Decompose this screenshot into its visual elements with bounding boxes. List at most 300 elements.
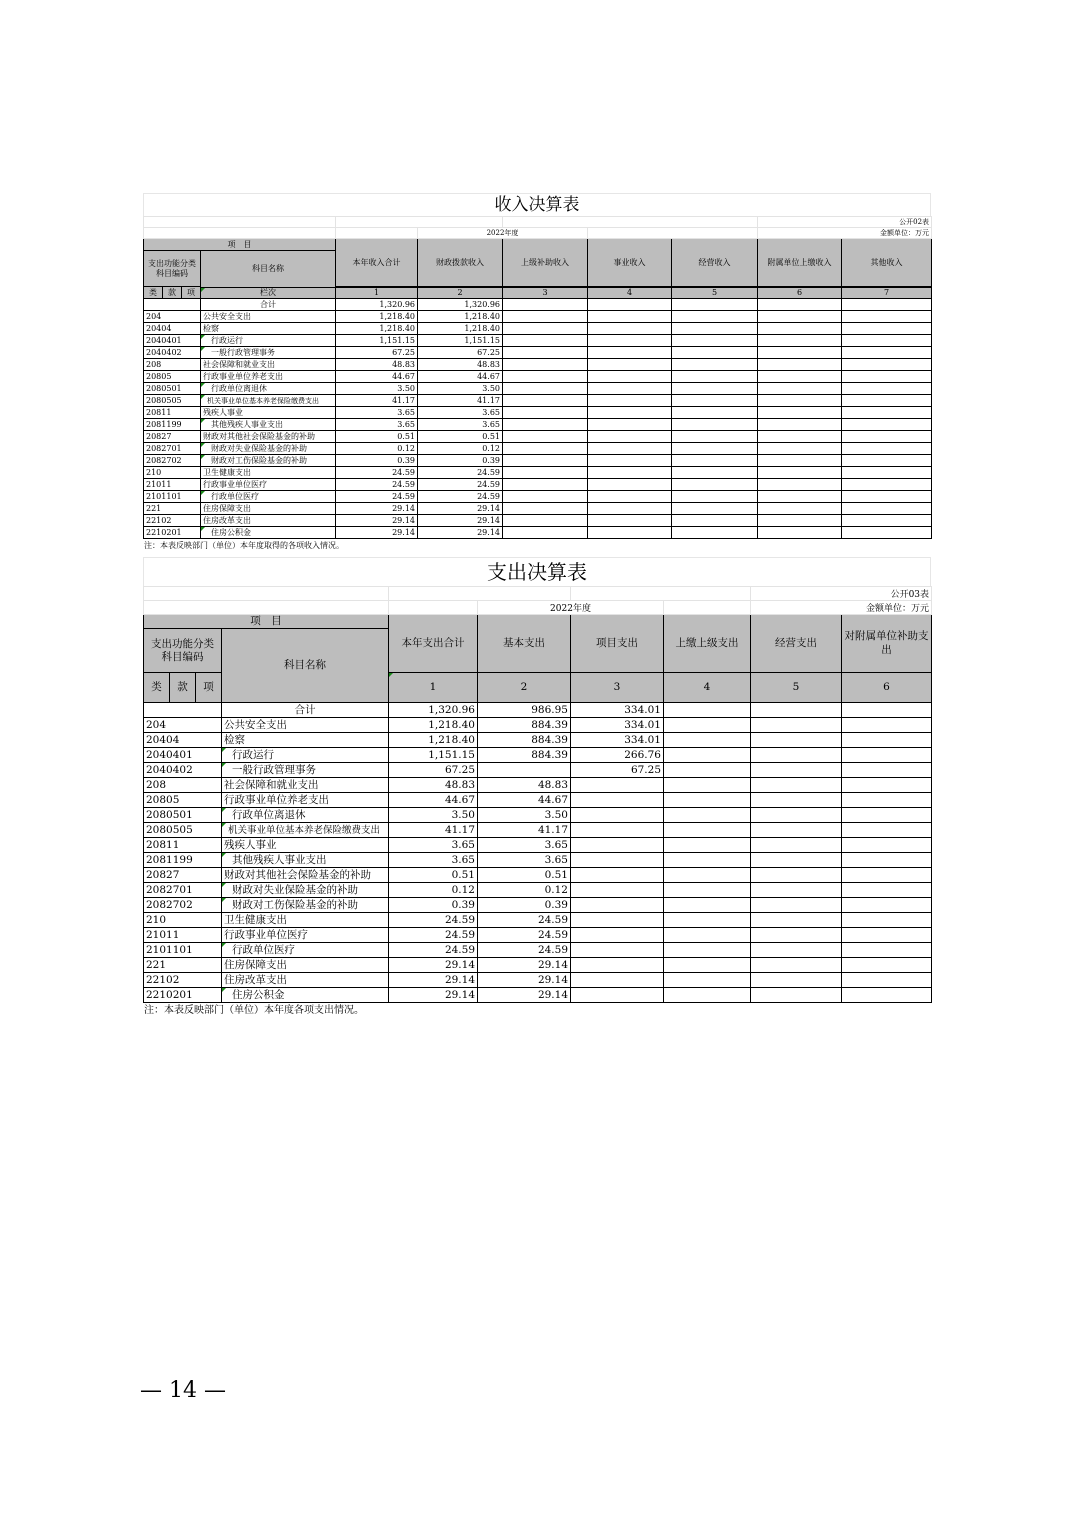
- expense-row-name: 公共安全支出: [222, 718, 389, 733]
- expense-col-number: 5: [751, 673, 842, 703]
- income-header-project: 项 目: [144, 239, 336, 251]
- income-row-code: 2040402: [144, 347, 201, 359]
- expense-total-label: 合计: [222, 703, 389, 718]
- income-row-value: 29.14: [336, 527, 418, 539]
- expense-row-value: [571, 838, 664, 853]
- income-row-value: [672, 371, 758, 383]
- expense-header-project: 项 目: [144, 615, 389, 629]
- income-row-value: [758, 359, 842, 371]
- income-header-lei: 类: [144, 287, 163, 299]
- income-form-number: 公开02表: [758, 217, 932, 228]
- income-row-value: 0.51: [336, 431, 418, 443]
- expense-row-value: [751, 883, 842, 898]
- income-table-row: [144, 503, 932, 515]
- expense-table-row: [144, 778, 932, 793]
- income-col-number: 3: [503, 288, 588, 299]
- income-row-value: [672, 359, 758, 371]
- income-row-value: [503, 527, 588, 539]
- expense-row-code: 2101101: [144, 943, 222, 958]
- income-row-value: 0.12: [336, 443, 418, 455]
- income-table-row: [144, 311, 932, 323]
- expense-row-value: 0.12: [478, 883, 571, 898]
- income-row-value: [842, 347, 932, 359]
- income-row-code: 2081199: [144, 419, 201, 431]
- expense-row-value: [842, 958, 932, 973]
- income-col-header: 财政拨款收入: [418, 239, 503, 287]
- expense-row-value: [664, 868, 751, 883]
- expense-row-name: 残疾人事业: [222, 838, 389, 853]
- income-row-value: [672, 443, 758, 455]
- income-row-value: [758, 395, 842, 407]
- income-header-kuan: 款: [163, 287, 182, 299]
- income-col-number: 5: [672, 288, 758, 299]
- expense-row-value: [571, 883, 664, 898]
- income-row-value: [842, 455, 932, 467]
- expense-table-row: [144, 718, 932, 733]
- expense-row-value: [751, 868, 842, 883]
- income-col-header: 本年收入合计: [336, 239, 418, 287]
- expense-row-value: [751, 778, 842, 793]
- expense-row-name: 其他残疾人事业支出: [222, 853, 389, 868]
- income-row-value: [503, 431, 588, 443]
- income-row-value: [672, 383, 758, 395]
- income-total-value: [758, 299, 842, 311]
- expense-row-code: 221: [144, 958, 222, 973]
- expense-row-value: 24.59: [478, 913, 571, 928]
- income-total-row: [144, 299, 932, 311]
- income-row-value: 1,218.40: [336, 323, 418, 335]
- expense-col-number: 3: [571, 673, 664, 703]
- expense-table-row: [144, 973, 932, 988]
- income-row-name: 公共安全支出: [201, 311, 336, 323]
- expense-row-value: [571, 823, 664, 838]
- expense-row-code: 210: [144, 913, 222, 928]
- income-row-value: [758, 455, 842, 467]
- income-row-value: 48.83: [336, 359, 418, 371]
- income-row-value: 44.67: [418, 371, 503, 383]
- expense-row-value: [842, 898, 932, 913]
- income-row-name: 卫生健康支出: [201, 467, 336, 479]
- expense-row-code: 2082701: [144, 883, 222, 898]
- expense-row-value: [664, 763, 751, 778]
- income-row-name: 行政单位医疗: [201, 491, 336, 503]
- expense-row-value: 0.51: [389, 868, 478, 883]
- expense-row-value: 0.51: [478, 868, 571, 883]
- income-row-name: 其他残疾人事业支出: [201, 419, 336, 431]
- expense-row-name: 行政事业单位养老支出: [222, 793, 389, 808]
- income-row-value: 0.51: [418, 431, 503, 443]
- income-row-code: 204: [144, 311, 201, 323]
- expense-row-code: 2040402: [144, 763, 222, 778]
- income-row-value: 24.59: [336, 491, 418, 503]
- expense-table-row: [144, 913, 932, 928]
- income-row-value: 0.39: [418, 455, 503, 467]
- income-row-value: [672, 407, 758, 419]
- income-row-value: 29.14: [418, 527, 503, 539]
- income-row-value: 44.67: [336, 371, 418, 383]
- income-row-value: [588, 479, 672, 491]
- income-row-value: [672, 431, 758, 443]
- income-row-value: [588, 527, 672, 539]
- expense-row-value: 29.14: [389, 988, 478, 1003]
- expense-row-value: 24.59: [478, 928, 571, 943]
- page-number: — 14 —: [140, 1378, 226, 1403]
- expense-col-number: 4: [664, 673, 751, 703]
- expense-header-name: 科目名称: [222, 629, 389, 703]
- expense-row-name: 行政单位离退休: [222, 808, 389, 823]
- income-row-value: [672, 323, 758, 335]
- income-row-value: 29.14: [336, 503, 418, 515]
- income-table-row: [144, 431, 932, 443]
- expense-row-value: [842, 838, 932, 853]
- expense-form-number: 公开03表: [751, 587, 932, 601]
- expense-row-value: 44.67: [478, 793, 571, 808]
- income-row-value: [758, 407, 842, 419]
- expense-row-value: [478, 763, 571, 778]
- income-row-value: [672, 335, 758, 347]
- income-table-row: [144, 347, 932, 359]
- income-row-value: [503, 395, 588, 407]
- expense-total-value: [664, 703, 751, 718]
- expense-row-value: 0.39: [389, 898, 478, 913]
- expense-row-value: [842, 763, 932, 778]
- income-row-value: [758, 527, 842, 539]
- income-row-code: 221: [144, 503, 201, 515]
- expense-row-value: 29.14: [478, 988, 571, 1003]
- income-row-value: [672, 455, 758, 467]
- expense-row-name: 一般行政管理事务: [222, 763, 389, 778]
- income-row-value: [672, 527, 758, 539]
- expense-row-value: [664, 748, 751, 763]
- income-row-name: 财政对失业保险基金的补助: [201, 443, 336, 455]
- income-table-row: [144, 359, 932, 371]
- expense-row-name: 行政运行: [222, 748, 389, 763]
- income-row-code: 20404: [144, 323, 201, 335]
- expense-table-row: [144, 943, 932, 958]
- expense-row-value: [751, 718, 842, 733]
- expense-row-value: [571, 913, 664, 928]
- expense-row-value: [664, 898, 751, 913]
- income-row-value: [842, 443, 932, 455]
- income-col-number: 6: [758, 288, 842, 299]
- income-table-row: [144, 527, 932, 539]
- income-row-name: 行政事业单位养老支出: [201, 371, 336, 383]
- income-row-name: 检察: [201, 323, 336, 335]
- income-row-value: [842, 359, 932, 371]
- expense-row-code: 204: [144, 718, 222, 733]
- income-row-value: [503, 491, 588, 503]
- expense-col-number: 2: [478, 673, 571, 703]
- expense-row-value: 1,218.40: [389, 718, 478, 733]
- expense-statement-sheet: [143, 557, 931, 1018]
- expense-row-value: [571, 958, 664, 973]
- expense-row-value: 884.39: [478, 748, 571, 763]
- income-row-value: [842, 323, 932, 335]
- income-row-code: 210: [144, 467, 201, 479]
- expense-row-code: 22102: [144, 973, 222, 988]
- expense-row-value: [664, 958, 751, 973]
- income-table-row: [144, 455, 932, 467]
- income-row-value: [672, 347, 758, 359]
- income-row-value: [758, 347, 842, 359]
- income-row-value: 24.59: [336, 479, 418, 491]
- expense-row-value: 48.83: [389, 778, 478, 793]
- expense-row-value: [664, 718, 751, 733]
- expense-row-value: [751, 898, 842, 913]
- expense-row-value: [842, 748, 932, 763]
- income-row-value: [758, 503, 842, 515]
- income-row-code: 2080501: [144, 383, 201, 395]
- income-row-value: [758, 371, 842, 383]
- income-table-row: [144, 323, 932, 335]
- expense-row-name: 行政事业单位医疗: [222, 928, 389, 943]
- income-header-code: 支出功能分类科目编码: [144, 251, 201, 287]
- income-row-value: [503, 383, 588, 395]
- income-row-name: 住房公积金: [201, 527, 336, 539]
- expense-row-code: 208: [144, 778, 222, 793]
- income-row-value: 24.59: [418, 491, 503, 503]
- expense-row-value: [664, 883, 751, 898]
- expense-row-value: 1,218.40: [389, 733, 478, 748]
- expense-row-value: [842, 778, 932, 793]
- expense-row-value: [571, 928, 664, 943]
- income-row-name: 财政对工伤保险基金的补助: [201, 455, 336, 467]
- income-row-value: 24.59: [418, 479, 503, 491]
- income-row-value: [842, 395, 932, 407]
- income-row-value: 67.25: [336, 347, 418, 359]
- income-row-code: 20827: [144, 431, 201, 443]
- income-row-value: [588, 515, 672, 527]
- expense-row-value: [842, 793, 932, 808]
- income-row-value: [842, 527, 932, 539]
- income-row-value: [588, 491, 672, 503]
- income-total-value: [503, 299, 588, 311]
- expense-row-value: 334.01: [571, 733, 664, 748]
- expense-row-value: 29.14: [478, 973, 571, 988]
- income-row-value: [588, 323, 672, 335]
- income-header-lanci: 栏次: [201, 288, 336, 299]
- income-row-value: [842, 503, 932, 515]
- expense-row-value: 3.65: [478, 838, 571, 853]
- income-row-value: 3.50: [418, 383, 503, 395]
- income-row-value: 1,151.15: [418, 335, 503, 347]
- income-table-row: [144, 419, 932, 431]
- expense-row-code: 2080501: [144, 808, 222, 823]
- expense-row-code: 2040401: [144, 748, 222, 763]
- expense-row-value: [664, 778, 751, 793]
- income-row-value: [842, 491, 932, 503]
- expense-row-name: 住房公积金: [222, 988, 389, 1003]
- income-row-value: [672, 491, 758, 503]
- expense-row-value: 3.50: [389, 808, 478, 823]
- income-row-name: 住房改革支出: [201, 515, 336, 527]
- expense-total-value: 1,320.96: [389, 703, 478, 718]
- income-table-row: [144, 371, 932, 383]
- income-row-value: 48.83: [418, 359, 503, 371]
- expense-row-code: 2210201: [144, 988, 222, 1003]
- income-col-header: 事业收入: [588, 239, 672, 287]
- income-row-value: [842, 419, 932, 431]
- expense-table-row: [144, 883, 932, 898]
- income-row-name: 行政单位离退休: [201, 383, 336, 395]
- expense-row-code: 21011: [144, 928, 222, 943]
- income-row-value: [842, 371, 932, 383]
- expense-row-value: 48.83: [478, 778, 571, 793]
- income-row-code: 208: [144, 359, 201, 371]
- expense-row-code: 2080505: [144, 823, 222, 838]
- income-row-value: [588, 467, 672, 479]
- income-table-note: 注：本表反映部门（单位）本年度取得的各项收入情况。: [144, 541, 344, 550]
- expense-row-value: 884.39: [478, 718, 571, 733]
- income-row-value: [503, 371, 588, 383]
- expense-row-value: [751, 958, 842, 973]
- expense-col-header: 经营支出: [751, 615, 842, 673]
- income-table-row: [144, 467, 932, 479]
- income-col-number: 7: [842, 288, 932, 299]
- income-row-value: [758, 515, 842, 527]
- expense-col-header: 本年支出合计: [389, 615, 478, 673]
- expense-row-value: [664, 943, 751, 958]
- expense-table-row: [144, 733, 932, 748]
- income-row-value: [842, 407, 932, 419]
- expense-row-name: 行政单位医疗: [222, 943, 389, 958]
- income-row-code: 2082702: [144, 455, 201, 467]
- expense-col-header: 对附属单位补助支出: [842, 615, 932, 673]
- income-year: 2022年度: [418, 228, 588, 239]
- income-row-value: [758, 383, 842, 395]
- income-col-header: 经营收入: [672, 239, 758, 287]
- income-row-value: [588, 431, 672, 443]
- income-row-value: [672, 395, 758, 407]
- expense-table: [143, 586, 932, 1003]
- income-total-value: [842, 299, 932, 311]
- income-table-row: [144, 383, 932, 395]
- income-row-value: [758, 479, 842, 491]
- income-row-value: 1,218.40: [418, 323, 503, 335]
- income-header-name: 科目名称: [201, 251, 336, 288]
- income-row-value: [588, 311, 672, 323]
- income-row-value: [758, 419, 842, 431]
- expense-row-value: 3.50: [478, 808, 571, 823]
- expense-row-value: 24.59: [389, 928, 478, 943]
- expense-row-value: [751, 853, 842, 868]
- income-table-row: [144, 479, 932, 491]
- income-row-value: [758, 443, 842, 455]
- income-total-value: 1,320.96: [336, 299, 418, 311]
- expense-row-value: [664, 928, 751, 943]
- income-row-name: 财政对其他社会保险基金的补助: [201, 431, 336, 443]
- income-col-number: 4: [588, 288, 672, 299]
- income-row-value: [588, 455, 672, 467]
- income-row-value: [758, 311, 842, 323]
- income-table-row: [144, 407, 932, 419]
- expense-table-row: [144, 928, 932, 943]
- expense-row-value: [664, 733, 751, 748]
- expense-row-value: 41.17: [478, 823, 571, 838]
- expense-row-value: 44.67: [389, 793, 478, 808]
- income-table-row: [144, 491, 932, 503]
- expense-table-row: [144, 898, 932, 913]
- expense-row-code: 2082702: [144, 898, 222, 913]
- income-row-value: [842, 335, 932, 347]
- income-row-value: [758, 335, 842, 347]
- income-statement-sheet: [143, 193, 931, 552]
- expense-table-row: [144, 853, 932, 868]
- expense-col-header: 项目支出: [571, 615, 664, 673]
- expense-row-value: [751, 733, 842, 748]
- expense-amount-unit: 金额单位：万元: [751, 601, 932, 615]
- income-table-row: [144, 395, 932, 407]
- income-row-code: 20805: [144, 371, 201, 383]
- expense-row-value: [751, 988, 842, 1003]
- income-row-name: 住房保障支出: [201, 503, 336, 515]
- income-row-value: [503, 359, 588, 371]
- income-row-value: [672, 515, 758, 527]
- income-row-value: 3.65: [336, 407, 418, 419]
- expense-header-code: 支出功能分类科目编码: [144, 629, 222, 673]
- expense-row-value: 0.12: [389, 883, 478, 898]
- expense-row-name: 财政对工伤保险基金的补助: [222, 898, 389, 913]
- expense-row-value: [751, 748, 842, 763]
- expense-row-value: 0.39: [478, 898, 571, 913]
- expense-row-value: [751, 943, 842, 958]
- income-row-value: [588, 407, 672, 419]
- income-table-row: [144, 335, 932, 347]
- income-row-name: 机关事业单位基本养老保险缴费支出: [201, 395, 336, 407]
- income-col-header: 上级补助收入: [503, 239, 588, 287]
- income-row-value: 0.12: [418, 443, 503, 455]
- expense-row-name: 机关事业单位基本养老保险缴费支出: [222, 823, 389, 838]
- expense-row-code: 20404: [144, 733, 222, 748]
- income-table-row: [144, 515, 932, 527]
- expense-col-number: 1: [389, 673, 478, 703]
- income-row-value: [503, 323, 588, 335]
- expense-row-code: 20827: [144, 868, 222, 883]
- expense-row-value: 41.17: [389, 823, 478, 838]
- expense-header-xiang: 项: [196, 673, 222, 703]
- income-row-name: 残疾人事业: [201, 407, 336, 419]
- income-row-value: [672, 311, 758, 323]
- income-row-value: 41.17: [418, 395, 503, 407]
- income-row-value: [588, 335, 672, 347]
- expense-row-value: [571, 898, 664, 913]
- expense-row-value: [842, 883, 932, 898]
- income-row-value: 3.50: [336, 383, 418, 395]
- expense-row-name: 卫生健康支出: [222, 913, 389, 928]
- income-row-value: [588, 383, 672, 395]
- income-row-value: 0.39: [336, 455, 418, 467]
- income-row-value: 41.17: [336, 395, 418, 407]
- expense-row-value: [842, 988, 932, 1003]
- expense-row-value: [842, 808, 932, 823]
- expense-row-value: [571, 793, 664, 808]
- income-row-value: [588, 419, 672, 431]
- income-total-label: 合计: [201, 299, 336, 311]
- income-row-value: 67.25: [418, 347, 503, 359]
- income-row-value: 1,151.15: [336, 335, 418, 347]
- expense-total-value: [751, 703, 842, 718]
- expense-table-row: [144, 748, 932, 763]
- income-row-code: 21011: [144, 479, 201, 491]
- income-row-value: [672, 419, 758, 431]
- expense-row-value: 884.39: [478, 733, 571, 748]
- income-row-value: 29.14: [336, 515, 418, 527]
- expense-row-name: 财政对失业保险基金的补助: [222, 883, 389, 898]
- expense-row-value: 67.25: [571, 763, 664, 778]
- expense-row-value: 24.59: [478, 943, 571, 958]
- expense-row-value: [664, 988, 751, 1003]
- expense-row-value: [571, 853, 664, 868]
